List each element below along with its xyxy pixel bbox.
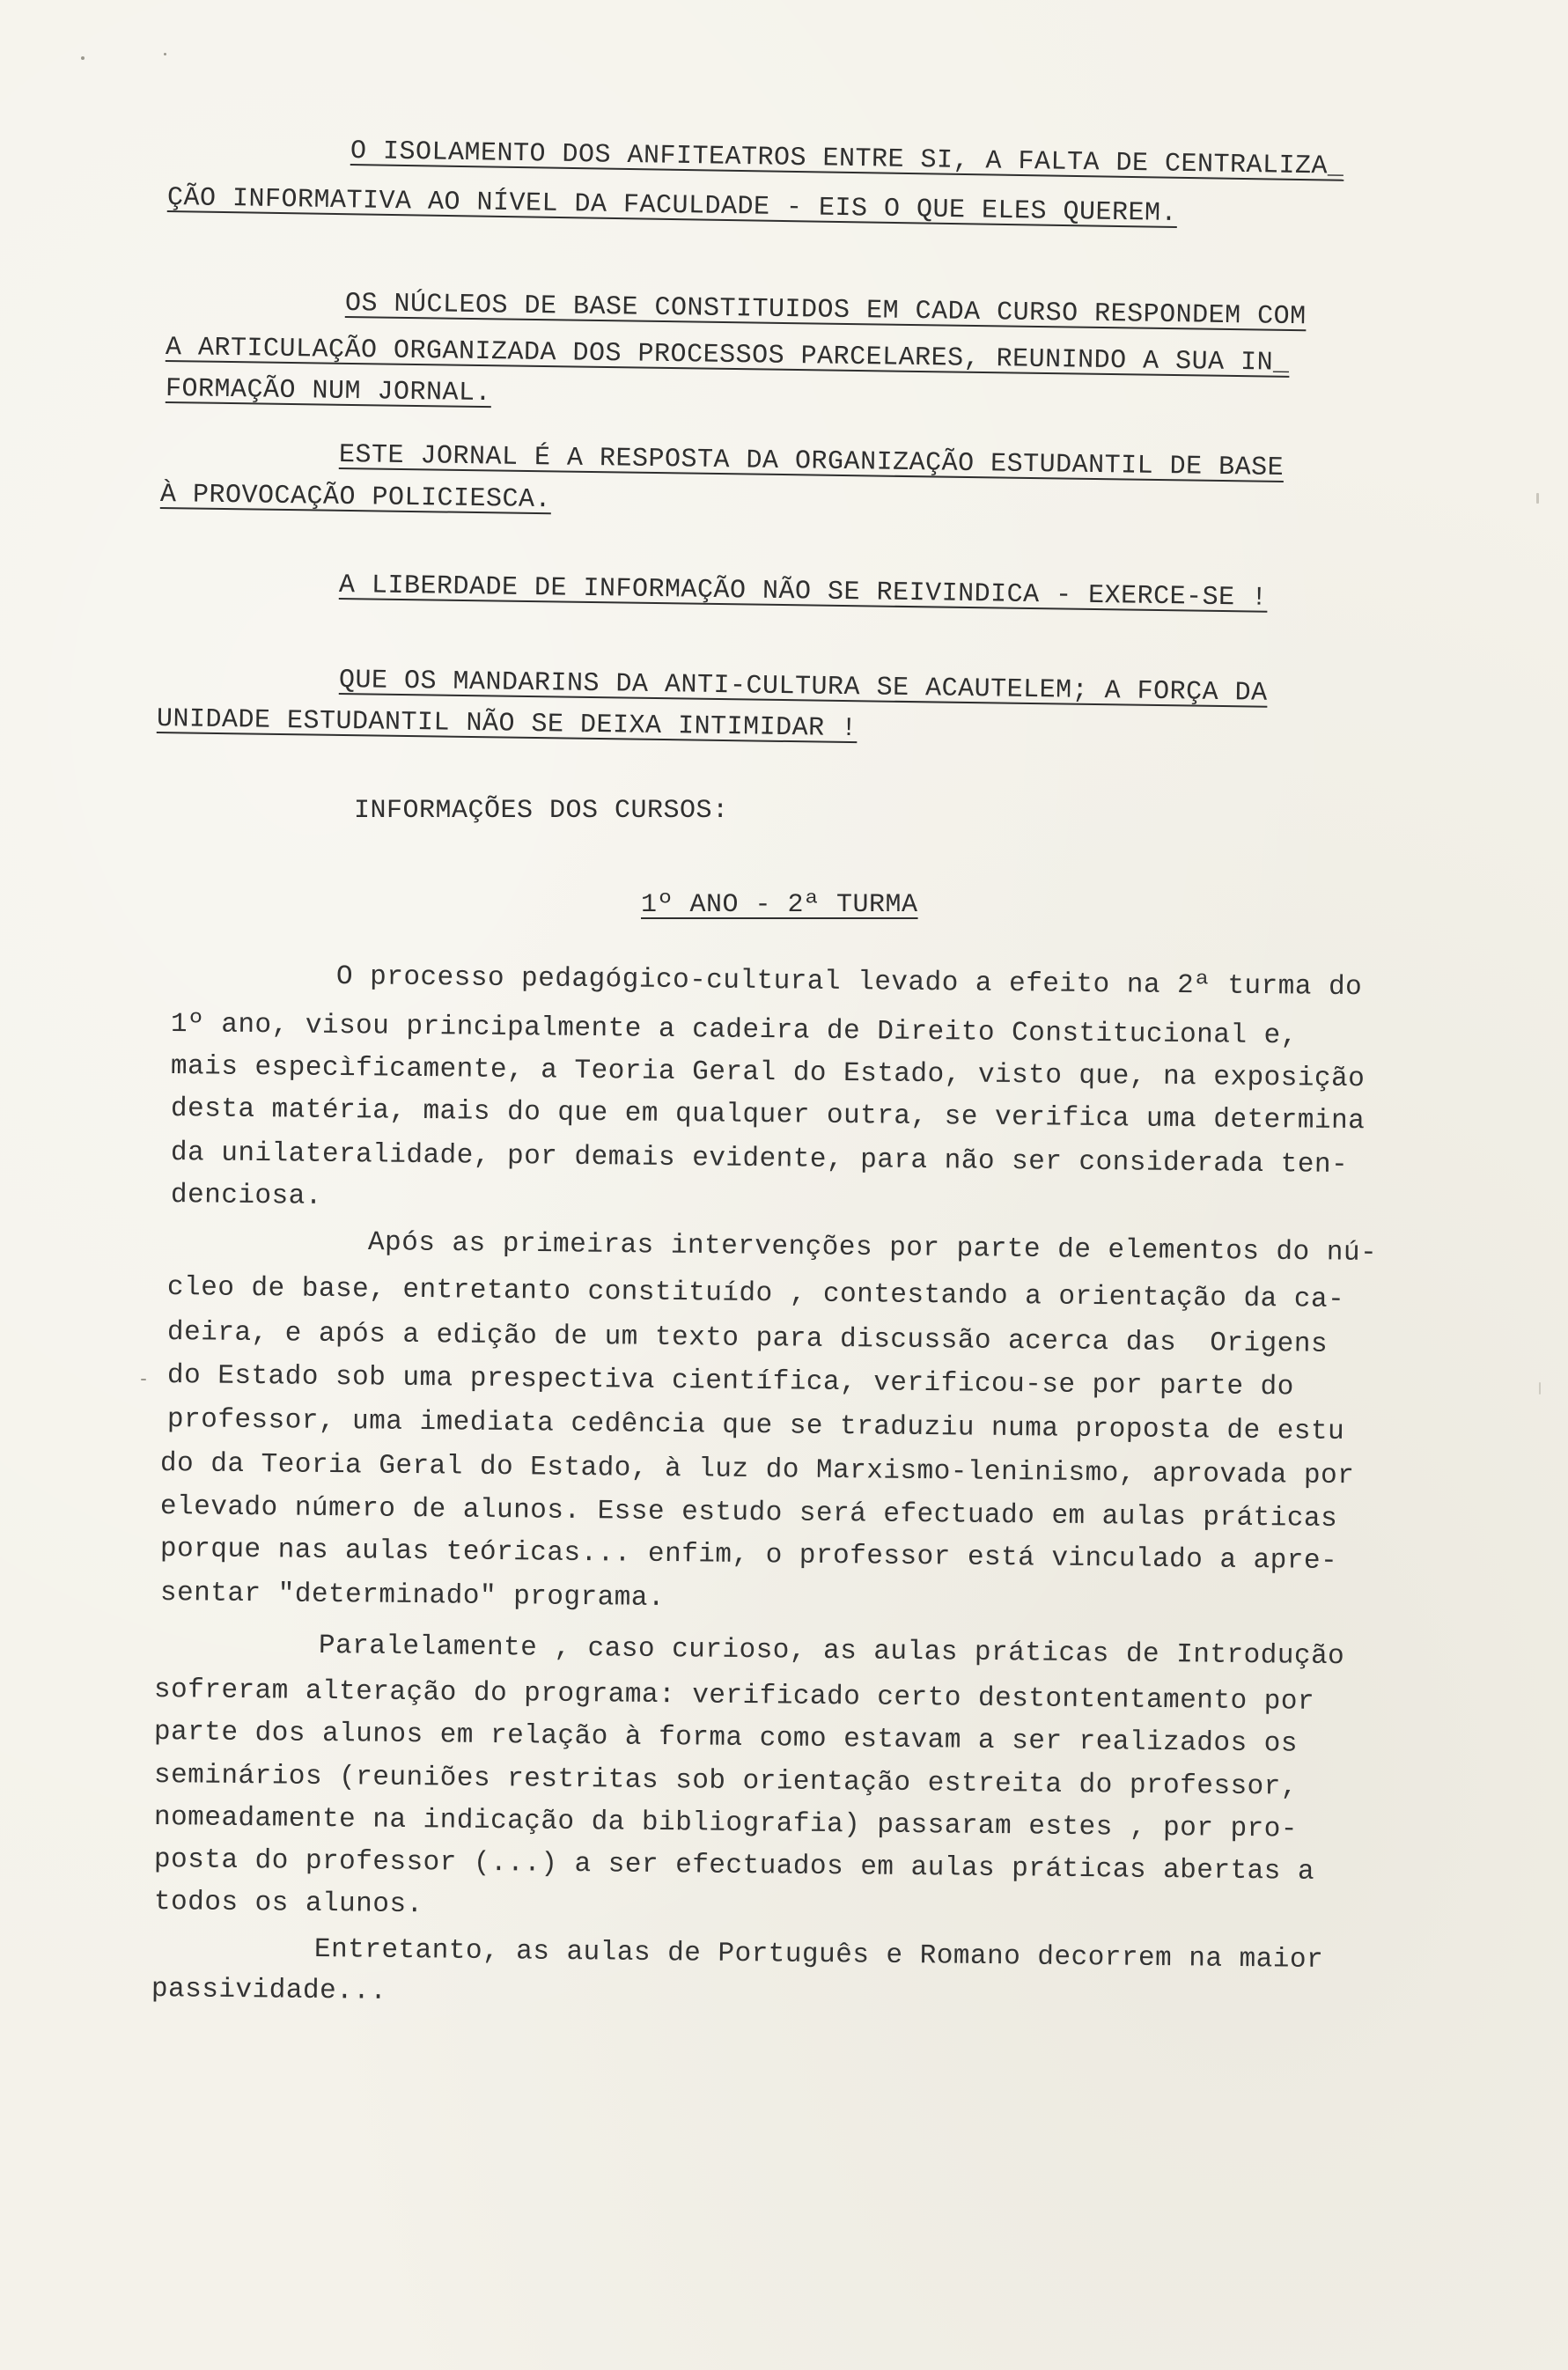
paragraph-1-line-1: O processo pedagógico-cultural levado a efeito na 2ª turma do xyxy=(335,961,1363,1004)
headline-2-line-1: OS NÚCLEOS DE BASE CONSTITUIDOS EM CADA CURSO RESPONDEM COM xyxy=(344,289,1307,333)
paragraph-2-line-4: do Estado sob uma prespectiva científica, verificou-se por parte do xyxy=(166,1360,1295,1403)
paper-speck xyxy=(1536,493,1539,504)
headline-1-line-2: ÇÃO INFORMATIVA AO NÍVEL DA FACULDADE - EIS O QUE ELES QUEREM. xyxy=(166,183,1178,230)
paragraph-2-line-2: cleo de base, entretanto constituído , contestando a orientação da ca- xyxy=(166,1272,1345,1316)
headline-4-line-1: A LIBERDADE DE INFORMAÇÃO NÃO SE REIVINDICA - EXERCE-SE ! xyxy=(338,570,1268,614)
course-heading: 1º ANO - 2ª TURMA xyxy=(641,890,918,920)
paragraph-3-line-7: todos os alunos. xyxy=(153,1887,423,1921)
paragraph-3-line-6: posta do professor (...) a ser efectuados em aulas práticas abertas a xyxy=(153,1844,1315,1888)
headline-2-line-3: FORMAÇÃO NUM JORNAL. xyxy=(165,374,492,409)
paragraph-3-line-4: seminários (reuniões restritas sob orientação estreita do professor, xyxy=(153,1760,1299,1803)
paper-speck xyxy=(1539,1382,1541,1395)
paragraph-3-line-3: parte dos alunos em relação à forma como estavam a ser realizados os xyxy=(153,1717,1299,1760)
headline-3-line-2: À PROVOCAÇÃO POLICIESCA. xyxy=(159,480,552,516)
paragraph-2-line-6: do da Teoria Geral do Estado, à luz do Marxismo-leninismo, aprovada por xyxy=(159,1448,1355,1492)
headline-5-line-1: QUE OS MANDARINS DA ANTI-CULTURA SE ACAUTELEM; A FORÇA DA xyxy=(338,666,1268,709)
paragraph-2-line-3: deira, e após a edição de um texto para discussão acerca das Origens xyxy=(166,1317,1329,1360)
paragraph-2-line-1: Após as primeiras intervenções por parte de elementos do nú- xyxy=(367,1227,1378,1270)
paper-speck xyxy=(164,53,166,55)
paragraph-4-line-1: Entretanto, as aulas de Português e Romano decorrem na maior xyxy=(313,1934,1324,1976)
headline-2-line-2: A ARTICULAÇÃO ORGANIZADA DOS PROCESSOS PARCELARES, REUNINDO A SUA IN_ xyxy=(165,333,1290,379)
paragraph-1-line-3: mais especìficamente, a Teoria Geral do Estado, visto que, na exposição xyxy=(170,1051,1366,1095)
paragraph-1-line-2: 1º ano, visou principalmente a cadeira de Direito Constitucional e, xyxy=(170,1009,1299,1052)
paragraph-2-line-8: porque nas aulas teóricas... enfim, o professor está vinculado a apre- xyxy=(159,1534,1338,1578)
paragraph-2-line-7: elevado número de alunos. Esse estudo será efectuado em aulas práticas xyxy=(159,1491,1338,1535)
paragraph-1-line-6: denciosa. xyxy=(170,1180,323,1212)
paragraph-1-line-4: desta matéria, mais do que em qualquer outra, se verifica uma determina xyxy=(170,1093,1366,1137)
paragraph-3-line-2: sofreram alteração do programa: verificado certo destontentamento por xyxy=(153,1674,1315,1718)
headline-3-line-1: ESTE JORNAL É A RESPOSTA DA ORGANIZAÇÃO ESTUDANTIL DE BASE xyxy=(338,440,1285,483)
paragraph-3-line-1: Paralelamente , caso curioso, as aulas práticas de Introdução xyxy=(318,1630,1345,1673)
paragraph-2-line-9: sentar "determinado" programa. xyxy=(159,1578,666,1615)
paragraph-4-line-2: passividade... xyxy=(151,1974,387,2007)
paragraph-3-line-5: nomeadamente na indicação da bibliografia) passaram estes , por pro- xyxy=(153,1802,1299,1845)
paper-speck xyxy=(141,1379,146,1380)
paper-speck xyxy=(81,56,85,60)
paragraph-2-line-5: professor, uma imediata cedência que se traduziu numa proposta de estu xyxy=(166,1404,1345,1448)
headline-1-line-1: O ISOLAMENTO DOS ANFITEATROS ENTRE SI, A FALTA DE CENTRALIZA_ xyxy=(350,136,1344,182)
section-heading: INFORMAÇÕES DOS CURSOS: xyxy=(354,796,729,826)
headline-5-line-2: UNIDADE ESTUDANTIL NÃO SE DEIXA INTIMIDAR ! xyxy=(156,704,858,745)
paragraph-1-line-5: da unilateralidade, por demais evidente, para não ser considerada ten- xyxy=(170,1137,1349,1181)
